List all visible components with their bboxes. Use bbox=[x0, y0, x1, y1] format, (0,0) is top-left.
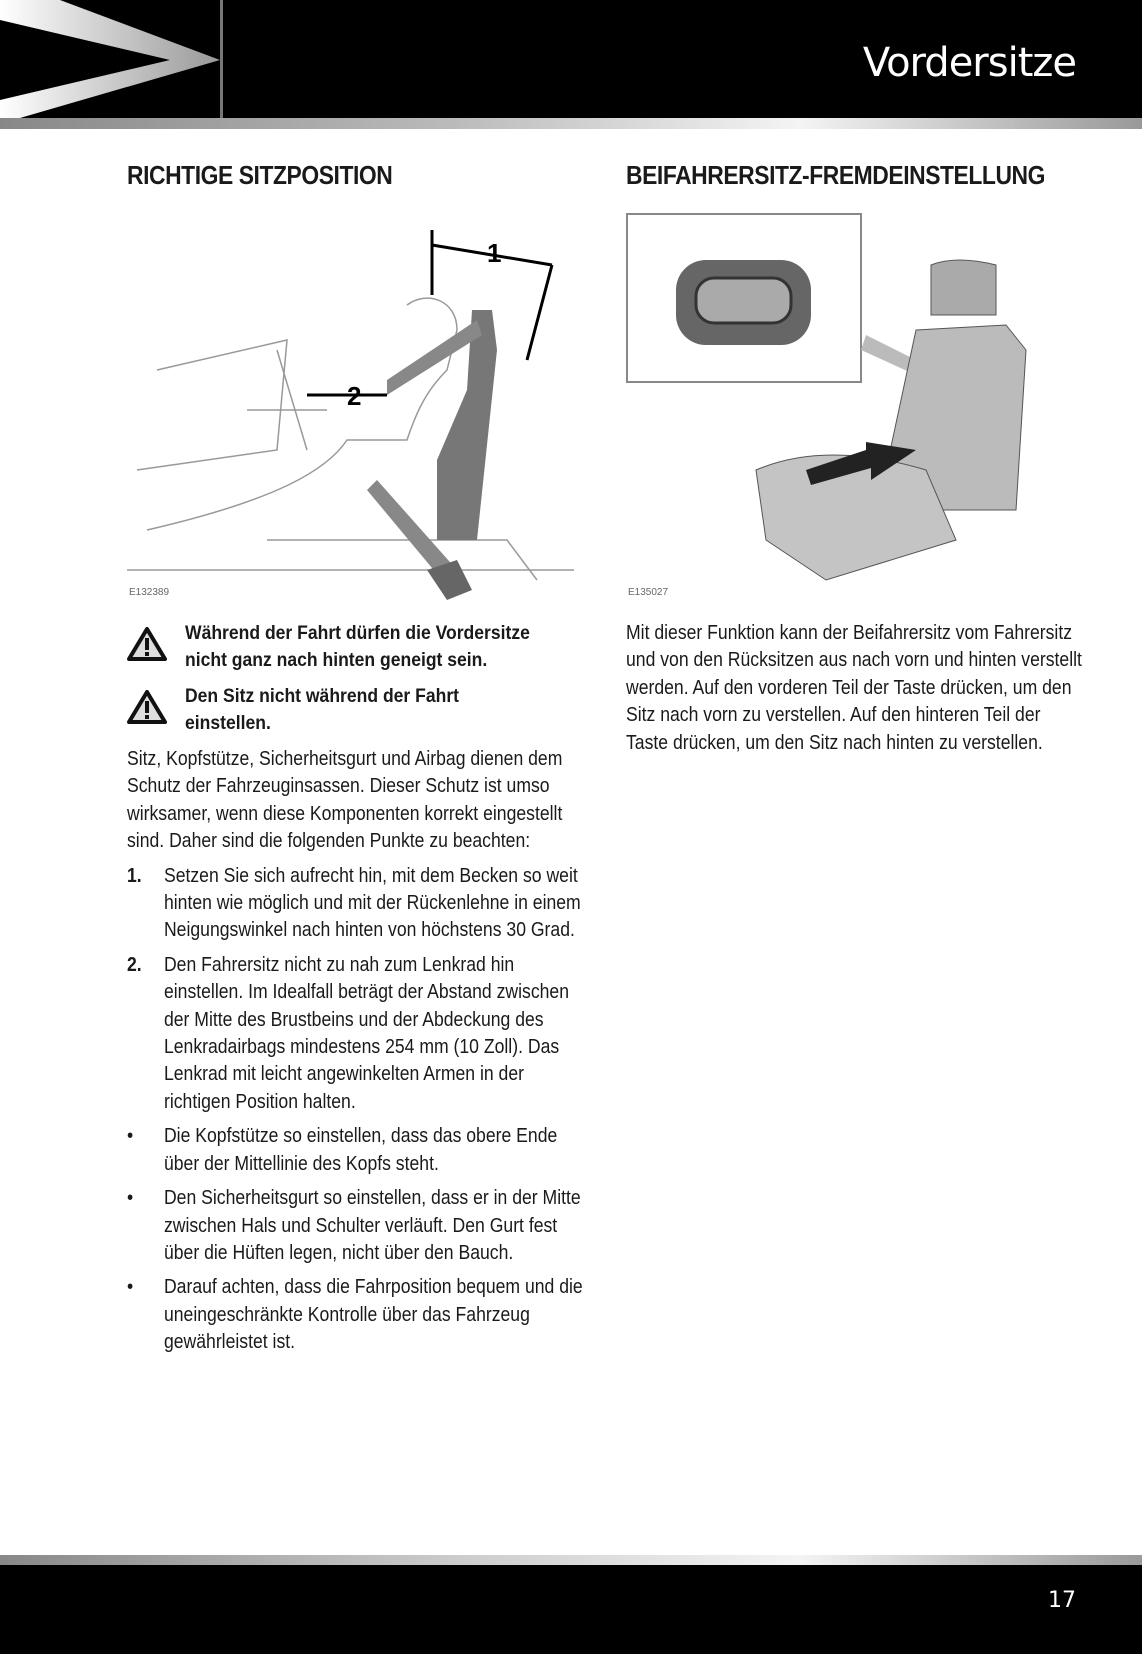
page-number: 17 bbox=[1048, 1588, 1076, 1613]
page-header bbox=[0, 0, 1142, 118]
item-text: Den Sicherheitsgurt so einstellen, dass er in der Mitte zwischen Hals und Schulter verläuft. Den Gurt fest über die Hüften legen, nicht über den Bauch. bbox=[163, 1187, 581, 1264]
item-number: 2. bbox=[127, 953, 142, 976]
header-divider bbox=[220, 0, 223, 118]
bullet: • bbox=[127, 1276, 134, 1299]
footer-bar bbox=[0, 1555, 1142, 1565]
numbered-item bbox=[127, 952, 585, 1116]
item-text: Den Fahrersitz nicht zu nah zum Lenkrad hin einstellen. Im Idealfall beträgt der Abstand zwischen der Mitte des Brustbeins und der Abdeckung des Lenkradairbags mindestens 254 mm (10 Zoll). Das Lenkrad mit leicht angewinkelten Armen in der richtigen Position halten. bbox=[163, 953, 569, 1113]
figure-label-1: 1 bbox=[487, 238, 502, 268]
left-column-body bbox=[127, 746, 585, 1357]
right-column-body bbox=[626, 620, 1084, 757]
section-heading-fremdeinstellung: BEIFAHRERSITZ-FREMDEINSTELLUNG bbox=[626, 160, 1045, 190]
warning-text: Den Sitz nicht während der Fahrt einstellen. bbox=[185, 685, 460, 734]
item-text: Die Kopfstütze so einstellen, dass das obere Ende über der Mittellinie des Kopfs steht. bbox=[163, 1125, 558, 1175]
function-description: Mit dieser Funktion kann der Beifahrersitz vom Fahrersitz und von den Rücksitzen aus nach vorn und hinten verstellt werden. Auf den vorderen Teil der Taste drücken, um den Sitz nach vorn zu verstellen. Auf den hinteren Teil der Taste drücken, um den Sitz nach hinten zu verstellen. bbox=[626, 622, 1082, 754]
bullet-item bbox=[127, 1123, 585, 1178]
passenger-seat-diagram bbox=[626, 210, 1076, 600]
chevron-logo-icon bbox=[0, 0, 220, 118]
item-text: Darauf achten, dass die Fahrposition bequem und die uneingeschränkte Kontrolle über das Fahrzeug gewährleistet ist. bbox=[163, 1276, 583, 1354]
figure-code: E135027 bbox=[628, 587, 669, 598]
warning-reclining bbox=[127, 620, 587, 674]
passenger-seat-illustration bbox=[626, 210, 1076, 600]
bullet-item bbox=[127, 1274, 585, 1356]
figure-code: E132389 bbox=[129, 587, 170, 598]
bullet: • bbox=[127, 1187, 134, 1210]
warning-adjusting bbox=[127, 683, 587, 737]
item-text: Setzen Sie sich aufrecht hin, mit dem Becken so weit hinten wie möglich und mit der Rückenlehne in einem Neigungswinkel nach hinten von höchstens 30 Grad. bbox=[163, 864, 581, 942]
figure-label-2: 2 bbox=[347, 381, 362, 411]
warning-triangle-icon bbox=[127, 689, 167, 725]
driver-seat-diagram bbox=[127, 210, 574, 600]
bullet-item bbox=[127, 1185, 585, 1267]
section-heading-sitzposition: RICHTIGE SITZPOSITION bbox=[127, 160, 393, 190]
warning-text: Während der Fahrt dürfen die Vordersitze nicht ganz nach hinten geneigt sein. bbox=[185, 622, 530, 671]
intro-paragraph: Sitz, Kopfstütze, Sicherheitsgurt und Airbag dienen dem Schutz der Fahrzeuginsassen. Dieser Schutz ist umso wirksamer, wenn diese Komponenten korrekt eingestellt sind. Daher sind die folgenden Punkte zu beachten: bbox=[127, 748, 563, 853]
bullet: • bbox=[127, 1125, 134, 1148]
warning-triangle-icon bbox=[127, 626, 167, 662]
page-title: Vordersitze bbox=[862, 40, 1076, 86]
page-footer bbox=[0, 1565, 1142, 1654]
numbered-item bbox=[127, 863, 585, 945]
seating-position-illustration bbox=[127, 210, 574, 600]
header-bar bbox=[0, 118, 1142, 129]
item-number: 1. bbox=[127, 864, 142, 887]
